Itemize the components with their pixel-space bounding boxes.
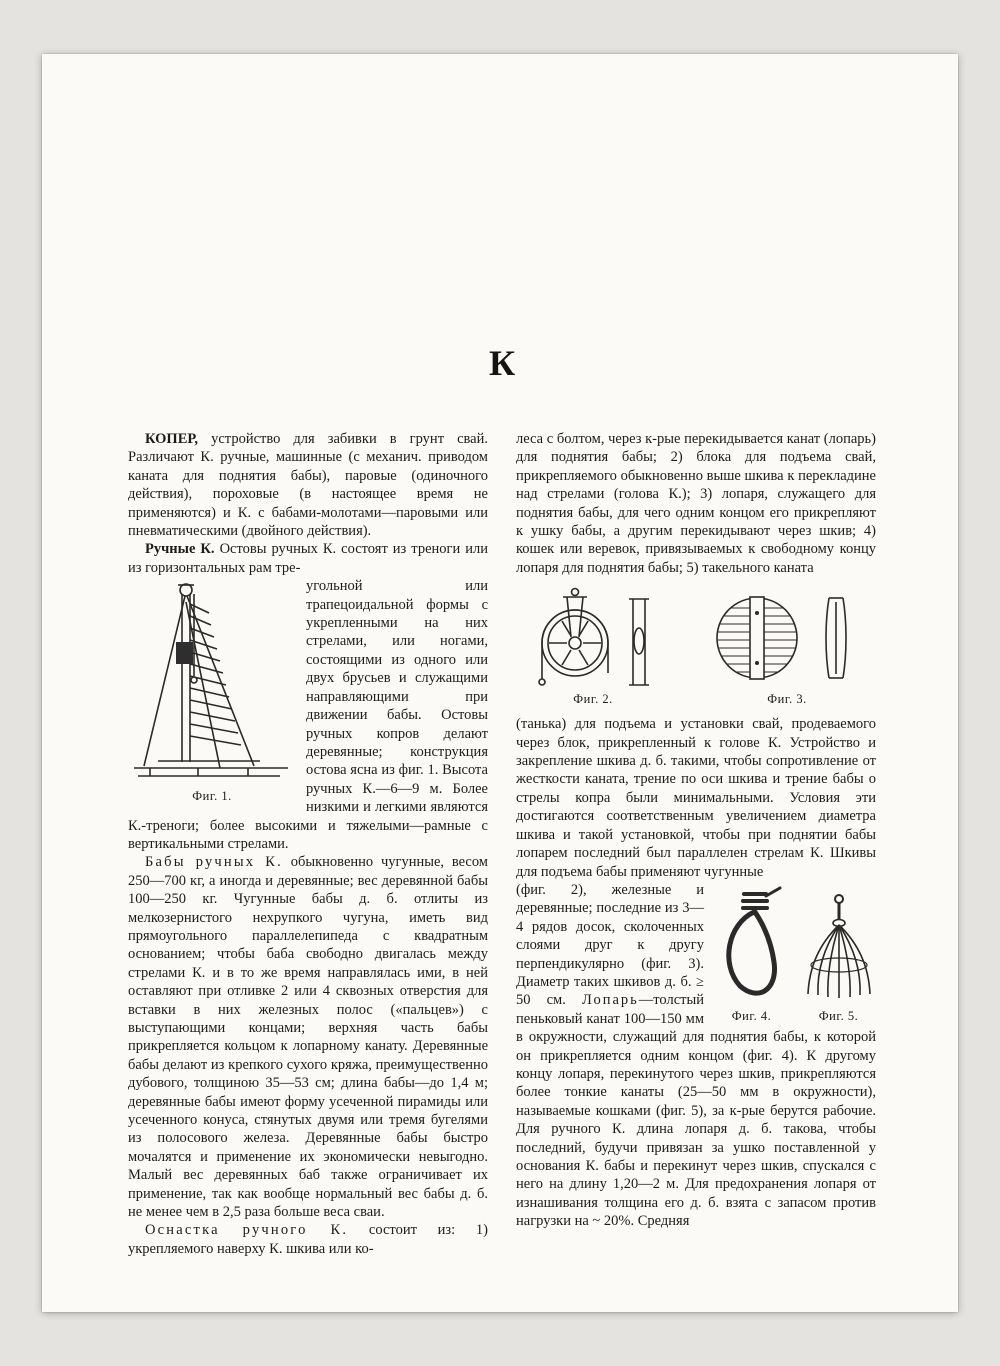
figure-4-rope-loop — [714, 884, 789, 1024]
figure-2-iron-pulley — [529, 587, 657, 707]
figure-1-pile-driver — [128, 580, 296, 804]
ruchnye-intro-text: Остовы ручных К. состоят из треноги или из горизонтальных рам тре- — [128, 541, 488, 576]
wooden-sheave-drawing — [711, 587, 863, 689]
right-column — [516, 430, 876, 1258]
figure-1-caption: Фиг. 1. — [192, 789, 232, 804]
term-lopar: Лопарь — [581, 992, 639, 1009]
figure-4-caption: Фиг. 4. — [731, 1008, 772, 1023]
scanned-page — [42, 54, 958, 1312]
two-column-text-block — [128, 430, 876, 1258]
paragraph-koper-definition — [128, 430, 488, 540]
paragraph-tanka: (танька) для подъема и установки свай, продеваемого через блок, прикрепленный к голове К. Устройство и закрепление шкива д. б. такими, чтобы сопротивление от жесткости каната, трение по оси шкива и трение бабы о стрелы копра были минимальными. Условия эти достигаются соответственным увеличением диаметра шкива и такой установкой, чтобы при поднятии бабы лопарем последний был параллелен стрелам К. Шкивы для подъема бабы применяют чугунные — [516, 716, 876, 880]
term-osnastka: Оснастка ручного К. — [145, 1222, 349, 1239]
pile-driver-tripod-drawing — [128, 580, 296, 786]
paragraph-osnastka-continued: леса с болтом, через к-рые перекидывается канат (лопарь) для поднятия бабы; 2) блока для подъема свай, прикрепляемого обыкновенно выше шкива к перекладине над стрелами (голова К.); 3) лопаря, служащего для поднятия бабы, для чего одним концом его прикрепляют к ушку бабы, а другим перекидывают через шкив; 4) кошек или веревок, привязываемых к свободному концу лопаря для поднятия бабы; 5) такельного каната — [516, 431, 876, 576]
paragraph-osnastka — [128, 1221, 488, 1258]
page-content — [128, 342, 876, 1258]
lopar-text-before: (фиг. 2), железные и деревянные; последние из 3—4 рядов досок, сколоченных слоями друг к другу перпендикулярно (фиг. 3). Диаметр таких шкивов д. б. ≥ 50 см. — [516, 881, 704, 1009]
osnastka-text: состоит из: 1) укрепляемого наверху К. шкива или ко- — [128, 1222, 488, 1257]
rope-loop-drawing — [714, 884, 789, 1006]
left-column — [128, 430, 488, 1258]
lopar-text-after: —толстый пеньковый канат 100—150 мм в окружности, служащий для поднятия бабы, к которой он прикрепляется одним концом (фиг. 4). К другому концу лопаря, перекинутого через шкив, прикрепляются более тонкие канаты (25—50 мм в окружности), называемые кошками (фиг. 5), за к-рые берутся рабочие. Для ручного К. длина лопаря д. б. такова, чтобы последний, будучи привязан за ушко поставленной у основания К. бабы и перекинут через шкив, спускался с него на длину 1,20—2 м. Для предохранения лопаря от изнашивания толщина его д. б. взята с запасом против нагрузки на ~ 20%. Средняя — [516, 992, 876, 1230]
spoked-pulley-drawing — [529, 587, 657, 689]
term-ruchnye-k: Ручные К. — [145, 541, 215, 558]
ram-weight-shape — [176, 642, 193, 664]
figure-3-wooden-sheave — [711, 587, 863, 707]
figure-5-koshka — [801, 891, 876, 1024]
figure-2-caption: Фиг. 2. — [573, 692, 613, 707]
koshka-rope-grip-drawing — [801, 891, 876, 1006]
section-letter-heading: К — [488, 343, 516, 383]
figures-4-5-group — [714, 884, 876, 1024]
figures-2-3-row — [516, 587, 876, 707]
figure-3-caption: Фиг. 3. — [767, 692, 807, 707]
figure-5-caption: Фиг. 5. — [818, 1008, 859, 1023]
paragraph-ruchnye-intro — [128, 540, 488, 577]
term-koper: КОПЕР, — [145, 431, 199, 447]
paragraph-ruchnye-wrap: угольной или трапецоидальной формы с укрепленными на них стрелами, или ногами, состоящими из одного или двух брусьев и служащими направляющими при движении бабы. Остовы ручных копров делают деревянные; конструкция остова ясна из фиг. 1. Высота ручных К.—6—9 м. Более низкими и легкими являются К.-треноги; более высокими и тяжелыми—рамные с вертикальными стрелами. — [128, 578, 488, 852]
paragraph-baby — [128, 853, 488, 1221]
baby-text: обыкновенно чугунные, весом 250—700 кг, а иногда и деревянные; вес деревянной бабы 100—250 кг. Чугунные бабы д. б. отлиты из мелкозернистого нехрупкого чугуна, иметь вид прямоугольного параллелепипеда с квадратным основанием; чтобы баба свободно двигалась между стрелами К. и в то же время направлялась ими, в ней оставляют при отливке 2 или 4 сквозных отверстия для вставки в них железных полос («пальцев») с выступающими концами; верхняя часть бабы прикрепляется кольцом к лопарному канату. Деревянные бабы делают из крепкого сухого кряжа, преимущественно дубового, толщиною 35—53 см; длина бабы—до 1,4 м; деревянные бабы имеют форму усеченной пирамиды или усеченного конуса, стянутых двумя или тремя бугелями из полосового железа. Деревянные бабы быстро мочалятся и применение их экономически невыгодно. Малый вес деревянных баб также ограничивает их применение, так как вообще нормальный вес бабы д. б. не менее чем в 2,5 раза больше веса сваи. — [128, 854, 488, 1221]
term-baby-ruchnykh-k: Бабы ручных К. — [145, 854, 283, 871]
koper-definition-text: устройство для забивки в грунт свай. Различают К. ручные, машинные (с механич. приводом каната для поднятия бабы), паровые (одиночного действия), пороховые (в настоящее время не применяются) и К. с бабами-молотами—паровыми или пневматическими (двойного действия). — [128, 431, 488, 540]
